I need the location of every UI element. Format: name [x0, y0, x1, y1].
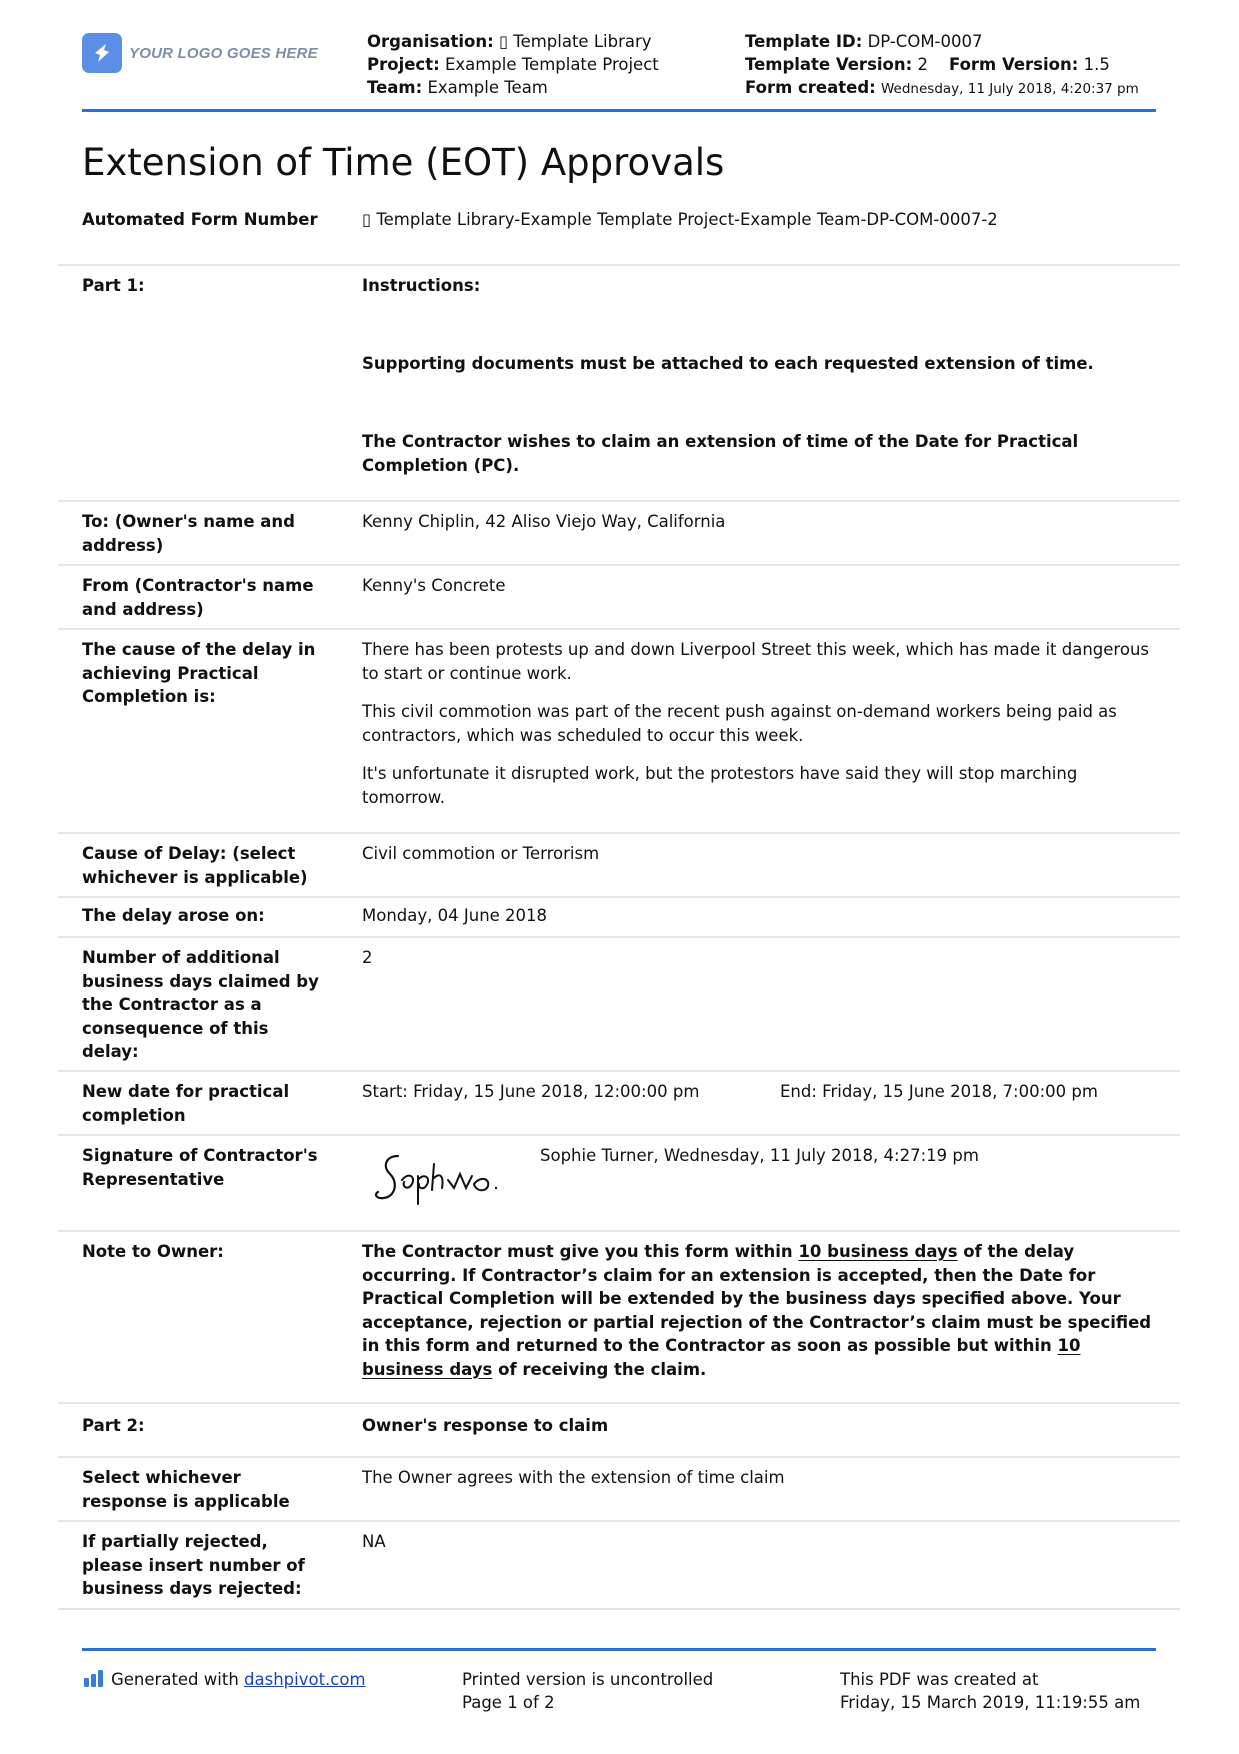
logo-text: YOUR LOGO GOES HERE: [129, 44, 318, 62]
part2-label: Part 2:: [82, 1416, 145, 1435]
header-template-info: [745, 30, 1139, 101]
row-cause-type: [58, 832, 1180, 898]
cause-paragraph-2: This civil commotion was part of the recent push against on-demand workers being paid as contractors, which was scheduled to occur this week.: [362, 702, 1117, 745]
note-text: The Contractor must give you this form within 10 business days of the delay occurring. If Contractor’s claim for an extension is accepted, then the Date for Practical Completion will be extended by the business days specified above. Your acceptance, rejection or partial rejection of the Contractor’s claim must be specified in this form and returned to the Contractor as soon as possible but within 10 business days of receiving the claim.: [362, 1242, 1152, 1379]
row-new-date: [58, 1070, 1180, 1136]
row-note-to-owner: [58, 1230, 1180, 1404]
signature-label: Signature of Contractor's Representative: [82, 1146, 318, 1189]
response-value: The Owner agrees with the extension of time claim: [362, 1468, 785, 1487]
logo-icon: [82, 33, 122, 73]
row-part-1: [58, 264, 1180, 502]
rejected-label: If partially rejected, please insert number of business days rejected:: [82, 1532, 305, 1598]
cause-paragraph-1: There has been protests up and down Liverpool Street this week, which has made it dangerous to start or continue work.: [362, 640, 1149, 683]
row-from-contractor: [58, 564, 1180, 630]
dashpivot-link[interactable]: dashpivot.com: [244, 1670, 366, 1689]
row-signature: [58, 1134, 1180, 1232]
row-delay-arose: [58, 896, 1180, 938]
note-label: Note to Owner:: [82, 1242, 224, 1261]
instructions-text-1: Supporting documents must be attached to each requested extension of time.: [362, 354, 1094, 373]
row-part-2: [58, 1402, 1180, 1458]
to-value: Kenny Chiplin, 42 Aliso Viejo Way, California: [362, 512, 726, 531]
new-date-start: Start: Friday, 15 June 2018, 12:00:00 pm: [362, 1082, 700, 1101]
organisation-value: Template Library: [513, 32, 652, 51]
note-deadline-2: 10 business days: [362, 1336, 1081, 1379]
team-value: Example Team: [427, 78, 548, 97]
days-claimed-value: 2: [362, 948, 373, 967]
rejected-value: NA: [362, 1532, 386, 1551]
row-days-claimed: [58, 936, 1180, 1072]
response-label: Select whichever response is applicable: [82, 1468, 290, 1511]
cause-type-label: Cause of Delay: (select whichever is applicable): [82, 844, 308, 887]
form-number-icon: ▯: [362, 210, 372, 229]
footer-created: [840, 1668, 1140, 1714]
template-id-value: DP-COM-0007: [867, 32, 983, 51]
delay-arose-value: Monday, 04 June 2018: [362, 906, 548, 925]
org-icon: ▯: [498, 32, 509, 51]
from-value: Kenny's Concrete: [362, 576, 506, 595]
new-date-end: End: Friday, 15 June 2018, 7:00:00 pm: [780, 1082, 1098, 1101]
dashpivot-icon: [84, 1670, 103, 1687]
footer-generated: Generated with dashpivot.com: [84, 1668, 366, 1691]
footer-divider: [82, 1648, 1156, 1651]
pdf-created-value: Friday, 15 March 2019, 11:19:55 am: [840, 1693, 1141, 1712]
template-version-value: 2: [917, 55, 928, 74]
project-value: Example Template Project: [444, 55, 659, 74]
company-logo: [82, 33, 318, 73]
form-created-label: Form created:: [745, 78, 876, 97]
footer-page-info: [462, 1668, 713, 1714]
from-label: From (Contractor's name and address): [82, 576, 314, 619]
form-created-value: Wednesday, 11 July 2018, 4:20:37 pm: [881, 81, 1139, 97]
cause-label: The cause of the delay in achieving Practical Completion is:: [82, 640, 316, 706]
cause-description: [362, 638, 1162, 824]
part2-heading: Owner's response to claim: [362, 1416, 609, 1435]
signature-image: [368, 1150, 508, 1214]
to-label: To: (Owner's name and address): [82, 512, 295, 555]
row-to-owner: [58, 500, 1180, 566]
row-partially-rejected: [58, 1520, 1180, 1610]
uncontrolled-notice: Printed version is uncontrolled: [462, 1670, 714, 1689]
row-cause-of-delay: [58, 628, 1180, 834]
note-deadline-1: 10 business days: [798, 1242, 958, 1261]
form-version-value: 1.5: [1083, 55, 1110, 74]
cause-type-value: Civil commotion or Terrorism: [362, 844, 600, 863]
instructions-heading: Instructions:: [362, 276, 481, 295]
days-claimed-label: Number of additional business days claimed by the Contractor as a consequence of this delay:: [82, 948, 319, 1061]
new-date-label: New date for practical completion: [82, 1082, 290, 1125]
auto-number-value: ▯ Template Library-Example Template Project-Example Team-DP-COM-0007-2: [362, 210, 998, 229]
organisation-label: Organisation:: [367, 32, 494, 51]
pdf-created-label: This PDF was created at: [840, 1670, 1039, 1689]
team-label: Team:: [367, 78, 423, 97]
auto-number-label: Automated Form Number: [82, 210, 318, 229]
header-divider: [82, 109, 1156, 112]
row-automated-form-number: [58, 198, 1180, 266]
project-label: Project:: [367, 55, 440, 74]
instructions-text-2: The Contractor wishes to claim an extension of time of the Date for Practical Completion (PC).: [362, 432, 1079, 475]
cause-paragraph-3: It's unfortunate it disrupted work, but the protestors have said they will stop marching tomorrow.: [362, 764, 1078, 807]
part1-label: Part 1:: [82, 276, 145, 295]
signature-text: Sophie Turner, Wednesday, 11 July 2018, 4:27:19 pm: [540, 1146, 979, 1165]
form-version-label: Form Version:: [948, 55, 1079, 74]
row-response: [58, 1456, 1180, 1522]
page-number: Page 1 of 2: [462, 1693, 555, 1712]
template-version-label: Template Version:: [745, 55, 913, 74]
delay-arose-label: The delay arose on:: [82, 906, 265, 925]
template-id-label: Template ID:: [745, 32, 863, 51]
header-project-info: [367, 30, 659, 99]
page-title: Extension of Time (EOT) Approvals: [82, 141, 725, 184]
